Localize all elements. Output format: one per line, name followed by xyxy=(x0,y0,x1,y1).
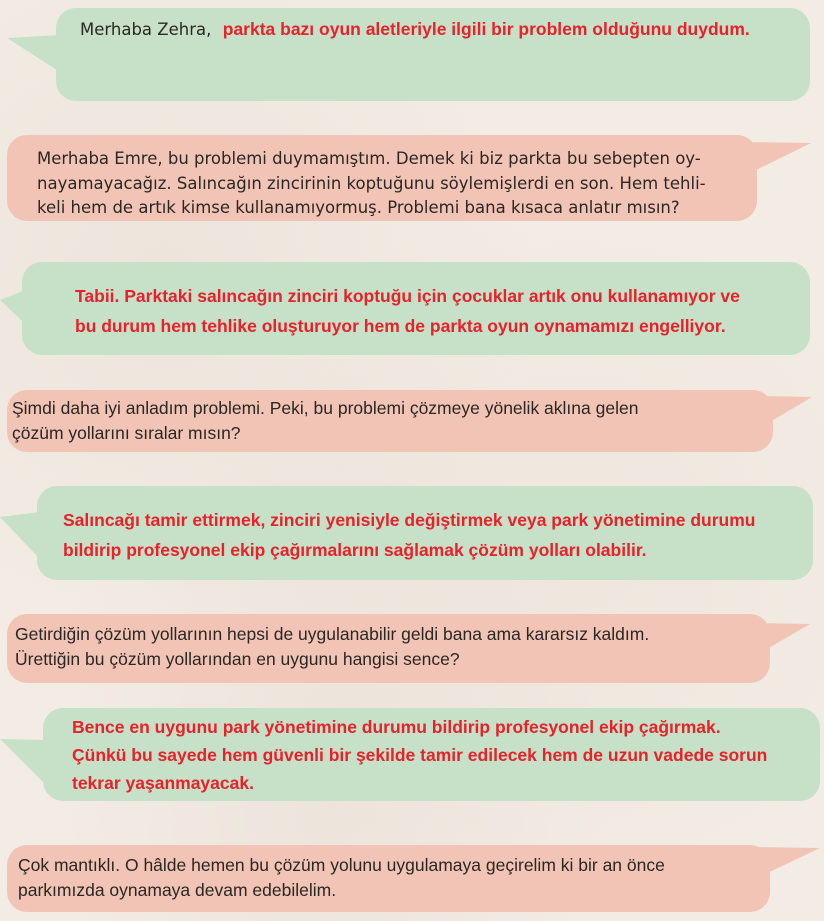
message-7-line-1: Bence en uygunu park yönetimine durumu bildirip profesyonel ekip çağırmak. xyxy=(72,717,721,737)
message-5 xyxy=(63,505,755,565)
message-8-line-2: parkımızda oynamaya devam edebilelim. xyxy=(18,880,337,900)
message-5-line-1: Salıncağı tamir ettirmek, zinciri yenisiyle değiştirmek veya park yönetimine durumu xyxy=(63,510,756,530)
message-6-line-2: Ürettiğin bu çözüm yollarından en uygunu hangisi sence? xyxy=(15,649,460,669)
message-6-line-1: Getirdiğin çözüm yollarının hepsi de uygulanabilir geldi bana ama kararsız kaldım. xyxy=(15,624,650,644)
message-4 xyxy=(12,396,638,446)
message-2-line-1: Merhaba Emre, bu problemi duymamıştım. Demek ki biz parkta bu sebepten oy- xyxy=(37,149,701,168)
message-7-line-3: tekrar yaşanmayacak. xyxy=(72,773,254,793)
message-3 xyxy=(75,281,740,341)
speech-tail-left xyxy=(0,507,42,567)
message-7 xyxy=(72,713,767,797)
message-8 xyxy=(18,853,665,903)
message-4-line-1: Şimdi daha iyi anladım problemi. Peki, bu problemi çözmeye yönelik aklına gelen xyxy=(12,398,639,418)
message-1 xyxy=(80,16,750,44)
message-6 xyxy=(15,622,649,672)
message-7-line-2: Çünkü bu sayede hem güvenli bir şekilde tamir edilecek hem de uzun vadede sorun xyxy=(72,745,768,765)
message-1-highlight: parkta bazı oyun aletleriyle ilgili bir problem olduğunu duydum. xyxy=(222,19,750,39)
message-5-line-2: bildirip profesyonel ekip çağırmalarını sağlamak çözüm yolları olabilir. xyxy=(63,540,647,560)
message-1-greeting: Merhaba Zehra, xyxy=(80,20,212,39)
speech-tail-left xyxy=(0,30,62,80)
message-4-line-2: çözüm yollarını sıralar mısın? xyxy=(12,423,241,443)
message-2-line-3: keli hem de artık kimse kullanamıyormuş. Problemi bana kısaca anlatır mısın? xyxy=(37,198,680,217)
speech-tail-left xyxy=(0,735,48,795)
message-3-line-1: Tabii. Parktaki salıncağın zinciri koptuğu için çocuklar artık onu kullanamıyor ve xyxy=(75,286,740,306)
message-3-line-2: bu durum hem tehlike oluşturuyor hem de parkta oyun oynamamızı engelliyor. xyxy=(75,316,726,336)
message-2 xyxy=(37,147,706,221)
message-2-line-2: nayamayacağız. Salıncağın zincirinin koptuğunu söylemişlerdi en son. Hem tehli- xyxy=(37,173,706,193)
message-8-line-1: Çok mantıklı. O hâlde hemen bu çözüm yolunu uygulamaya geçirelim ki bir an önce xyxy=(18,855,665,875)
